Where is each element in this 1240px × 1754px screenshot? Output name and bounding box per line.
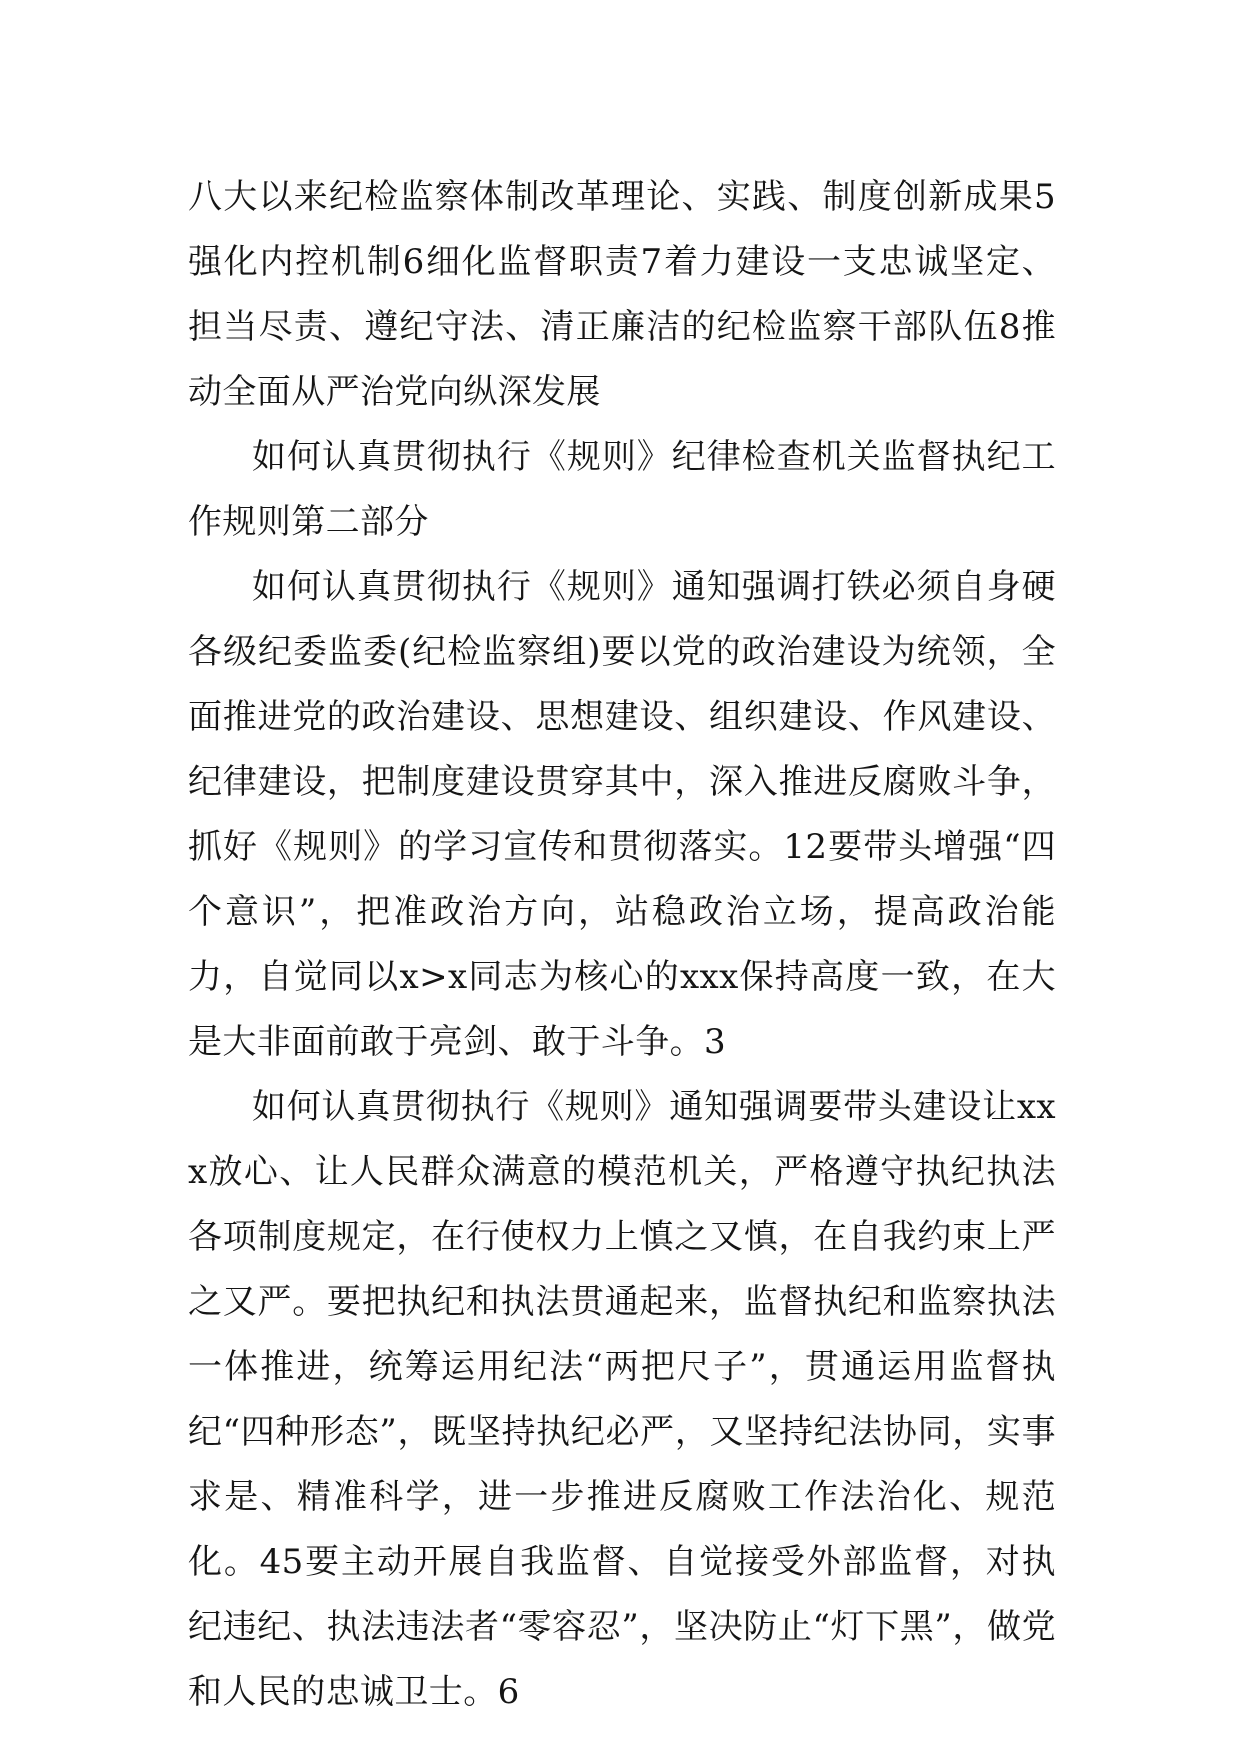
paragraph-1: 八大以来纪检监察体制改革理论、实践、制度创新成果5强化内控机制6细化监督职责7着力建设一支忠诚坚定、担当尽责、遵纪守法、清正廉洁的纪检监察干部队伍8推动全面从严治党向纵深发展 <box>188 177 1056 412</box>
document-body <box>188 165 1056 1725</box>
paragraph-4: 如何认真贯彻执行《规则》通知强调要带头建设让xxx放心、让人民群众满意的模范机关，严格遵守执纪执法各项制度规定，在行使权力上慎之又慎，在自我约束上严之又严。要把执纪和执法贯通起来，监督执纪和监察执法一体推进，统筹运用纪法“两把尺子”，贯通运用监督执纪“四种形态”，既坚持执纪必严，又坚持纪法协同，实事求是、精准科学，进一步推进反腐败工作法治化、规范化。45要主动开展自我监督、自觉接受外部监督，对执纪违纪、执法违法者“零容忍”，坚决防止“灯下黑”，做党和人民的忠诚卫士。6 <box>188 1087 1056 1712</box>
paragraph-3: 如何认真贯彻执行《规则》通知强调打铁必须自身硬各级纪委监委(纪检监察组)要以党的政治建设为统领，全面推进党的政治建设、思想建设、组织建设、作风建设、纪律建设，把制度建设贯穿其中，深入推进反腐败斗争，抓好《规则》的学习宣传和贯彻落实。12要带头增强“四个意识”，把准政治方向，站稳政治立场，提高政治能力，自觉同以x>x同志为核心的xxx保持高度一致，在大是大非面前敢于亮剑、敢于斗争。3 <box>188 567 1056 1062</box>
paragraph-2: 如何认真贯彻执行《规则》纪律检查机关监督执纪工作规则第二部分 <box>188 437 1056 542</box>
